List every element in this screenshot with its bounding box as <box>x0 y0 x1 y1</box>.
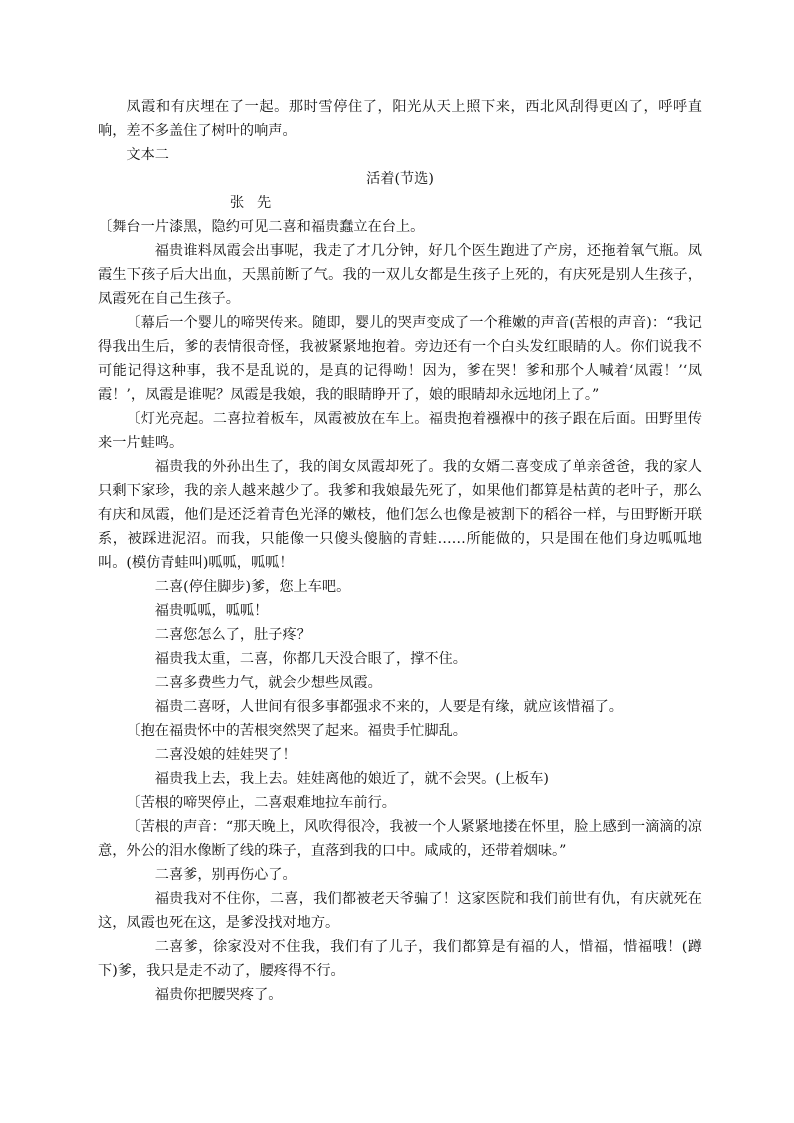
dialogue-text: 爹，徐家没对不住我，我们有了儿子，我们都算是有福的人，惜福，惜福哦！(蹲下)爹，我只是走不动了，腰疼得不行。 <box>98 939 702 979</box>
speaker-name: 福贵 <box>154 891 184 907</box>
dialogue-text: (停住脚步)爹，您上车吧。 <box>183 579 351 595</box>
paragraph: 〔苦根的声音：“那天晚上，风吹得很冷，我被一个人紧紧地搂在怀里，脸上感到一滴滴的凉意，外公的泪水像断了线的珠子，直落到我的口中。咸咸的，还带着烟味。” <box>98 819 702 859</box>
speaker-name: 福贵 <box>154 771 184 787</box>
dialogue-line <box>98 743 702 767</box>
dialogue-line <box>98 863 702 887</box>
dialogue-line <box>98 599 702 623</box>
speaker-name: 福贵 <box>154 603 184 619</box>
dialogue-text: 多费些力气，就会少想些凤霞。 <box>183 675 382 691</box>
paragraph: 〔舞台一片漆黑，隐约可见二喜和福贵蠢立在台上。 <box>98 219 425 235</box>
dialogue-line <box>98 239 702 311</box>
dialogue-line <box>98 935 702 983</box>
speaker-name: 福贵 <box>154 651 184 667</box>
document-body <box>98 95 702 1007</box>
paragraph: 〔抱在福贵怀中的苦根突然哭了起来。福贵手忙脚乱。 <box>126 723 467 739</box>
paragraph: 文本二 <box>126 147 169 163</box>
dialogue-line <box>98 575 702 599</box>
speaker-name: 二喜 <box>154 579 184 595</box>
dialogue-line <box>98 647 702 671</box>
dialogue-text: 没娘的娃娃哭了！ <box>183 747 297 763</box>
paragraph: 〔幕后一个婴儿的啼哭传来。随即，婴儿的哭声变成了一个稚嫩的声音(苦根的声音)：“我记得我出生后，爹的表情很奇怪，我被紧紧地抱着。旁边还有一个白头发红眼睛的人。你们说我不可能记得这种事，我不是乱说的，是真的记得呦！因为，爹在哭！爹和那个人喊着‘凤霞！’‘凤霞！’，凤霞是谁呢？凤霞是我娘，我的眼睛睁开了，娘的眼睛却永远地闭上了。” <box>98 315 702 403</box>
dialogue-line <box>98 455 702 575</box>
dialogue-text: 你把腰哭疼了。 <box>183 987 283 1003</box>
speaker-name: 二喜 <box>154 747 184 763</box>
section-title: 活着(节选) <box>366 171 434 187</box>
dialogue-text: 我上去，我上去。娃娃离他的娘近了，就不会哭。(上板车) <box>183 771 549 787</box>
speaker-name: 二喜 <box>154 675 184 691</box>
dialogue-text: 二喜呀，人世间有很多事都强求不来的，人要是有缘，就应该惜福了。 <box>183 699 623 715</box>
dialogue-text: 您怎么了，肚子疼？ <box>183 627 311 643</box>
dialogue-line <box>98 623 702 647</box>
dialogue-line <box>98 887 702 935</box>
paragraph: 〔灯光亮起。二喜拉着板车，凤霞被放在车上。福贵抱着襁褓中的孩子跟在后面。田野里传来一片蛙鸣。 <box>98 411 702 451</box>
dialogue-text: 呱呱，呱呱！ <box>183 603 269 619</box>
dialogue-text: 爹，别再伤心了。 <box>183 867 297 883</box>
dialogue-line <box>98 671 702 695</box>
dialogue-line <box>98 695 702 719</box>
dialogue-text: 我对不住你，二喜，我们都被老天爷骗了！这家医院和我们前世有仇，有庆就死在这，凤霞也死在这，是爹没找对地方。 <box>98 891 702 931</box>
speaker-name: 福贵 <box>154 699 184 715</box>
dialogue-text: 谁料凤霞会出事呢，我走了才几分钟，好几个医生跑进了产房，还拖着氧气瓶。凤霞生下孩子后大出血，天黑前断了气。我的一双儿女都是生孩子上死的，有庆死是别人生孩子，凤霞死在自己生孩子。 <box>98 243 702 307</box>
speaker-name: 福贵 <box>154 987 184 1003</box>
speaker-name: 二喜 <box>154 939 184 955</box>
speaker-name: 福贵 <box>154 243 184 259</box>
dialogue-line <box>98 767 702 791</box>
speaker-name: 二喜 <box>154 867 184 883</box>
author-name: 张先 <box>230 195 284 211</box>
dialogue-text: 我的外孙出生了，我的闺女凤霞却死了。我的女婿二喜变成了单亲爸爸，我的家人只剩下家珍，我的亲人越来越少了。我爹和我娘最先死了，如果他们都算是枯黄的老叶子，那么有庆和凤霞，他们是还泛着青色光泽的嫩枝，他们怎么也像是被割下的稻谷一样，与田野断开联系，被踩进泥沼。而我，只能像一只傻头傻脑的青蛙……所能做的，只是围在他们身边呱呱地叫。(模仿青蛙叫)呱呱，呱呱！ <box>98 459 702 571</box>
dialogue-text: 我太重，二喜，你都几天没合眼了，撑不住。 <box>183 651 467 667</box>
speaker-name: 二喜 <box>154 627 184 643</box>
paragraph: 凤霞和有庆埋在了一起。那时雪停住了，阳光从天上照下来，西北风刮得更凶了，呼呼直响，差不多盖住了树叶的响声。 <box>98 99 702 139</box>
speaker-name: 福贵 <box>154 459 184 475</box>
paragraph: 〔苦根的啼哭停止，二喜艰难地拉车前行。 <box>126 795 396 811</box>
dialogue-line <box>98 983 702 1007</box>
